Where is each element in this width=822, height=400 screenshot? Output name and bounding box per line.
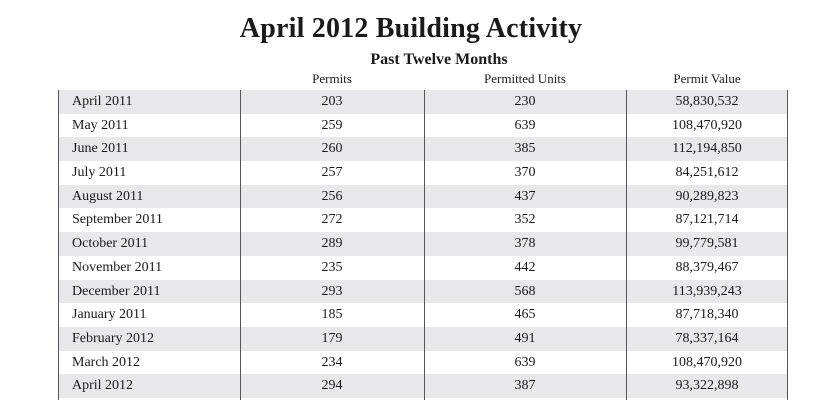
cell-month: July 2011 bbox=[72, 165, 127, 181]
cell-permit-value: 78,337,164 bbox=[675, 330, 739, 346]
cell-permitted-units: 378 bbox=[514, 236, 536, 252]
table-row bbox=[58, 351, 788, 375]
cell-month: May 2011 bbox=[72, 117, 129, 133]
table-row bbox=[58, 256, 788, 280]
cell-permits: 256 bbox=[321, 188, 343, 204]
cell-permitted-units: 491 bbox=[514, 330, 536, 346]
cell-permitted-units: 465 bbox=[514, 307, 536, 323]
cell-permits: 259 bbox=[321, 117, 343, 133]
table-row bbox=[58, 303, 788, 327]
table-row bbox=[58, 327, 788, 351]
table-divider bbox=[58, 90, 59, 400]
cell-permitted-units: 230 bbox=[514, 94, 536, 109]
cell-permits: 185 bbox=[321, 307, 343, 323]
cell-permitted-units: 568 bbox=[514, 283, 536, 299]
cell-permitted-units: 639 bbox=[514, 354, 536, 370]
cell-permitted-units: 385 bbox=[514, 141, 536, 157]
cell-month: April 2011 bbox=[72, 94, 133, 109]
cell-permits: 257 bbox=[321, 165, 343, 181]
column-header-permits: Permits bbox=[312, 71, 352, 86]
page-subtitle: Past Twelve Months bbox=[370, 51, 508, 68]
cell-month: December 2011 bbox=[72, 283, 161, 299]
cell-month: June 2011 bbox=[72, 141, 129, 157]
table-row bbox=[58, 114, 788, 138]
cell-permits: 203 bbox=[321, 94, 343, 109]
page-title: April 2012 Building Activity bbox=[239, 13, 583, 44]
building-activity-table bbox=[58, 90, 788, 398]
cell-permitted-units: 639 bbox=[514, 117, 536, 133]
cell-permitted-units: 352 bbox=[514, 212, 536, 228]
cell-month: November 2011 bbox=[72, 259, 163, 275]
cell-permits: 234 bbox=[321, 354, 343, 370]
table-row bbox=[58, 185, 788, 209]
table-row bbox=[58, 232, 788, 256]
cell-permit-value: 58,830,532 bbox=[675, 94, 739, 109]
cell-month: January 2011 bbox=[72, 307, 147, 323]
table-row bbox=[58, 90, 788, 114]
cell-permits: 293 bbox=[321, 283, 343, 299]
cell-permit-value: 112,194,850 bbox=[672, 141, 742, 157]
table-divider bbox=[787, 90, 788, 400]
cell-month: September 2011 bbox=[72, 212, 163, 228]
table-row bbox=[58, 161, 788, 185]
column-header-permit-value: Permit Value bbox=[673, 71, 741, 86]
cell-permit-value: 87,718,340 bbox=[675, 307, 739, 323]
cell-permit-value: 93,322,898 bbox=[675, 378, 739, 394]
cell-permit-value: 84,251,612 bbox=[675, 165, 739, 181]
cell-permitted-units: 370 bbox=[514, 165, 536, 181]
cell-permit-value: 99,779,581 bbox=[675, 236, 739, 252]
cell-month: October 2011 bbox=[72, 236, 149, 252]
table-divider bbox=[240, 90, 241, 400]
table-row bbox=[58, 280, 788, 304]
cell-month: March 2012 bbox=[72, 354, 141, 370]
cell-permitted-units: 437 bbox=[514, 188, 536, 204]
cell-permit-value: 88,379,467 bbox=[675, 259, 739, 275]
cell-permit-value: 108,470,920 bbox=[672, 117, 742, 133]
cell-permitted-units: 387 bbox=[514, 378, 536, 394]
cell-month: April 2012 bbox=[72, 378, 134, 394]
table-row bbox=[58, 137, 788, 161]
cell-month: August 2011 bbox=[72, 188, 144, 204]
table-row bbox=[58, 374, 788, 398]
cell-permits: 179 bbox=[321, 330, 343, 346]
cell-permits: 289 bbox=[321, 236, 343, 252]
cell-permitted-units: 442 bbox=[514, 259, 536, 275]
column-header-permitted-units: Permitted Units bbox=[484, 71, 566, 86]
cell-permits: 260 bbox=[321, 141, 343, 157]
cell-permit-value: 108,470,920 bbox=[672, 354, 742, 370]
table-row bbox=[58, 208, 788, 232]
cell-permit-value: 113,939,243 bbox=[672, 283, 742, 299]
cell-permits: 294 bbox=[321, 378, 343, 394]
cell-permits: 235 bbox=[321, 259, 343, 275]
cell-permits: 272 bbox=[321, 212, 343, 228]
table-divider bbox=[626, 90, 627, 400]
cell-permit-value: 90,289,823 bbox=[675, 188, 739, 204]
cell-month: February 2012 bbox=[72, 330, 155, 346]
table-divider bbox=[424, 90, 425, 400]
cell-permit-value: 87,121,714 bbox=[675, 212, 739, 228]
